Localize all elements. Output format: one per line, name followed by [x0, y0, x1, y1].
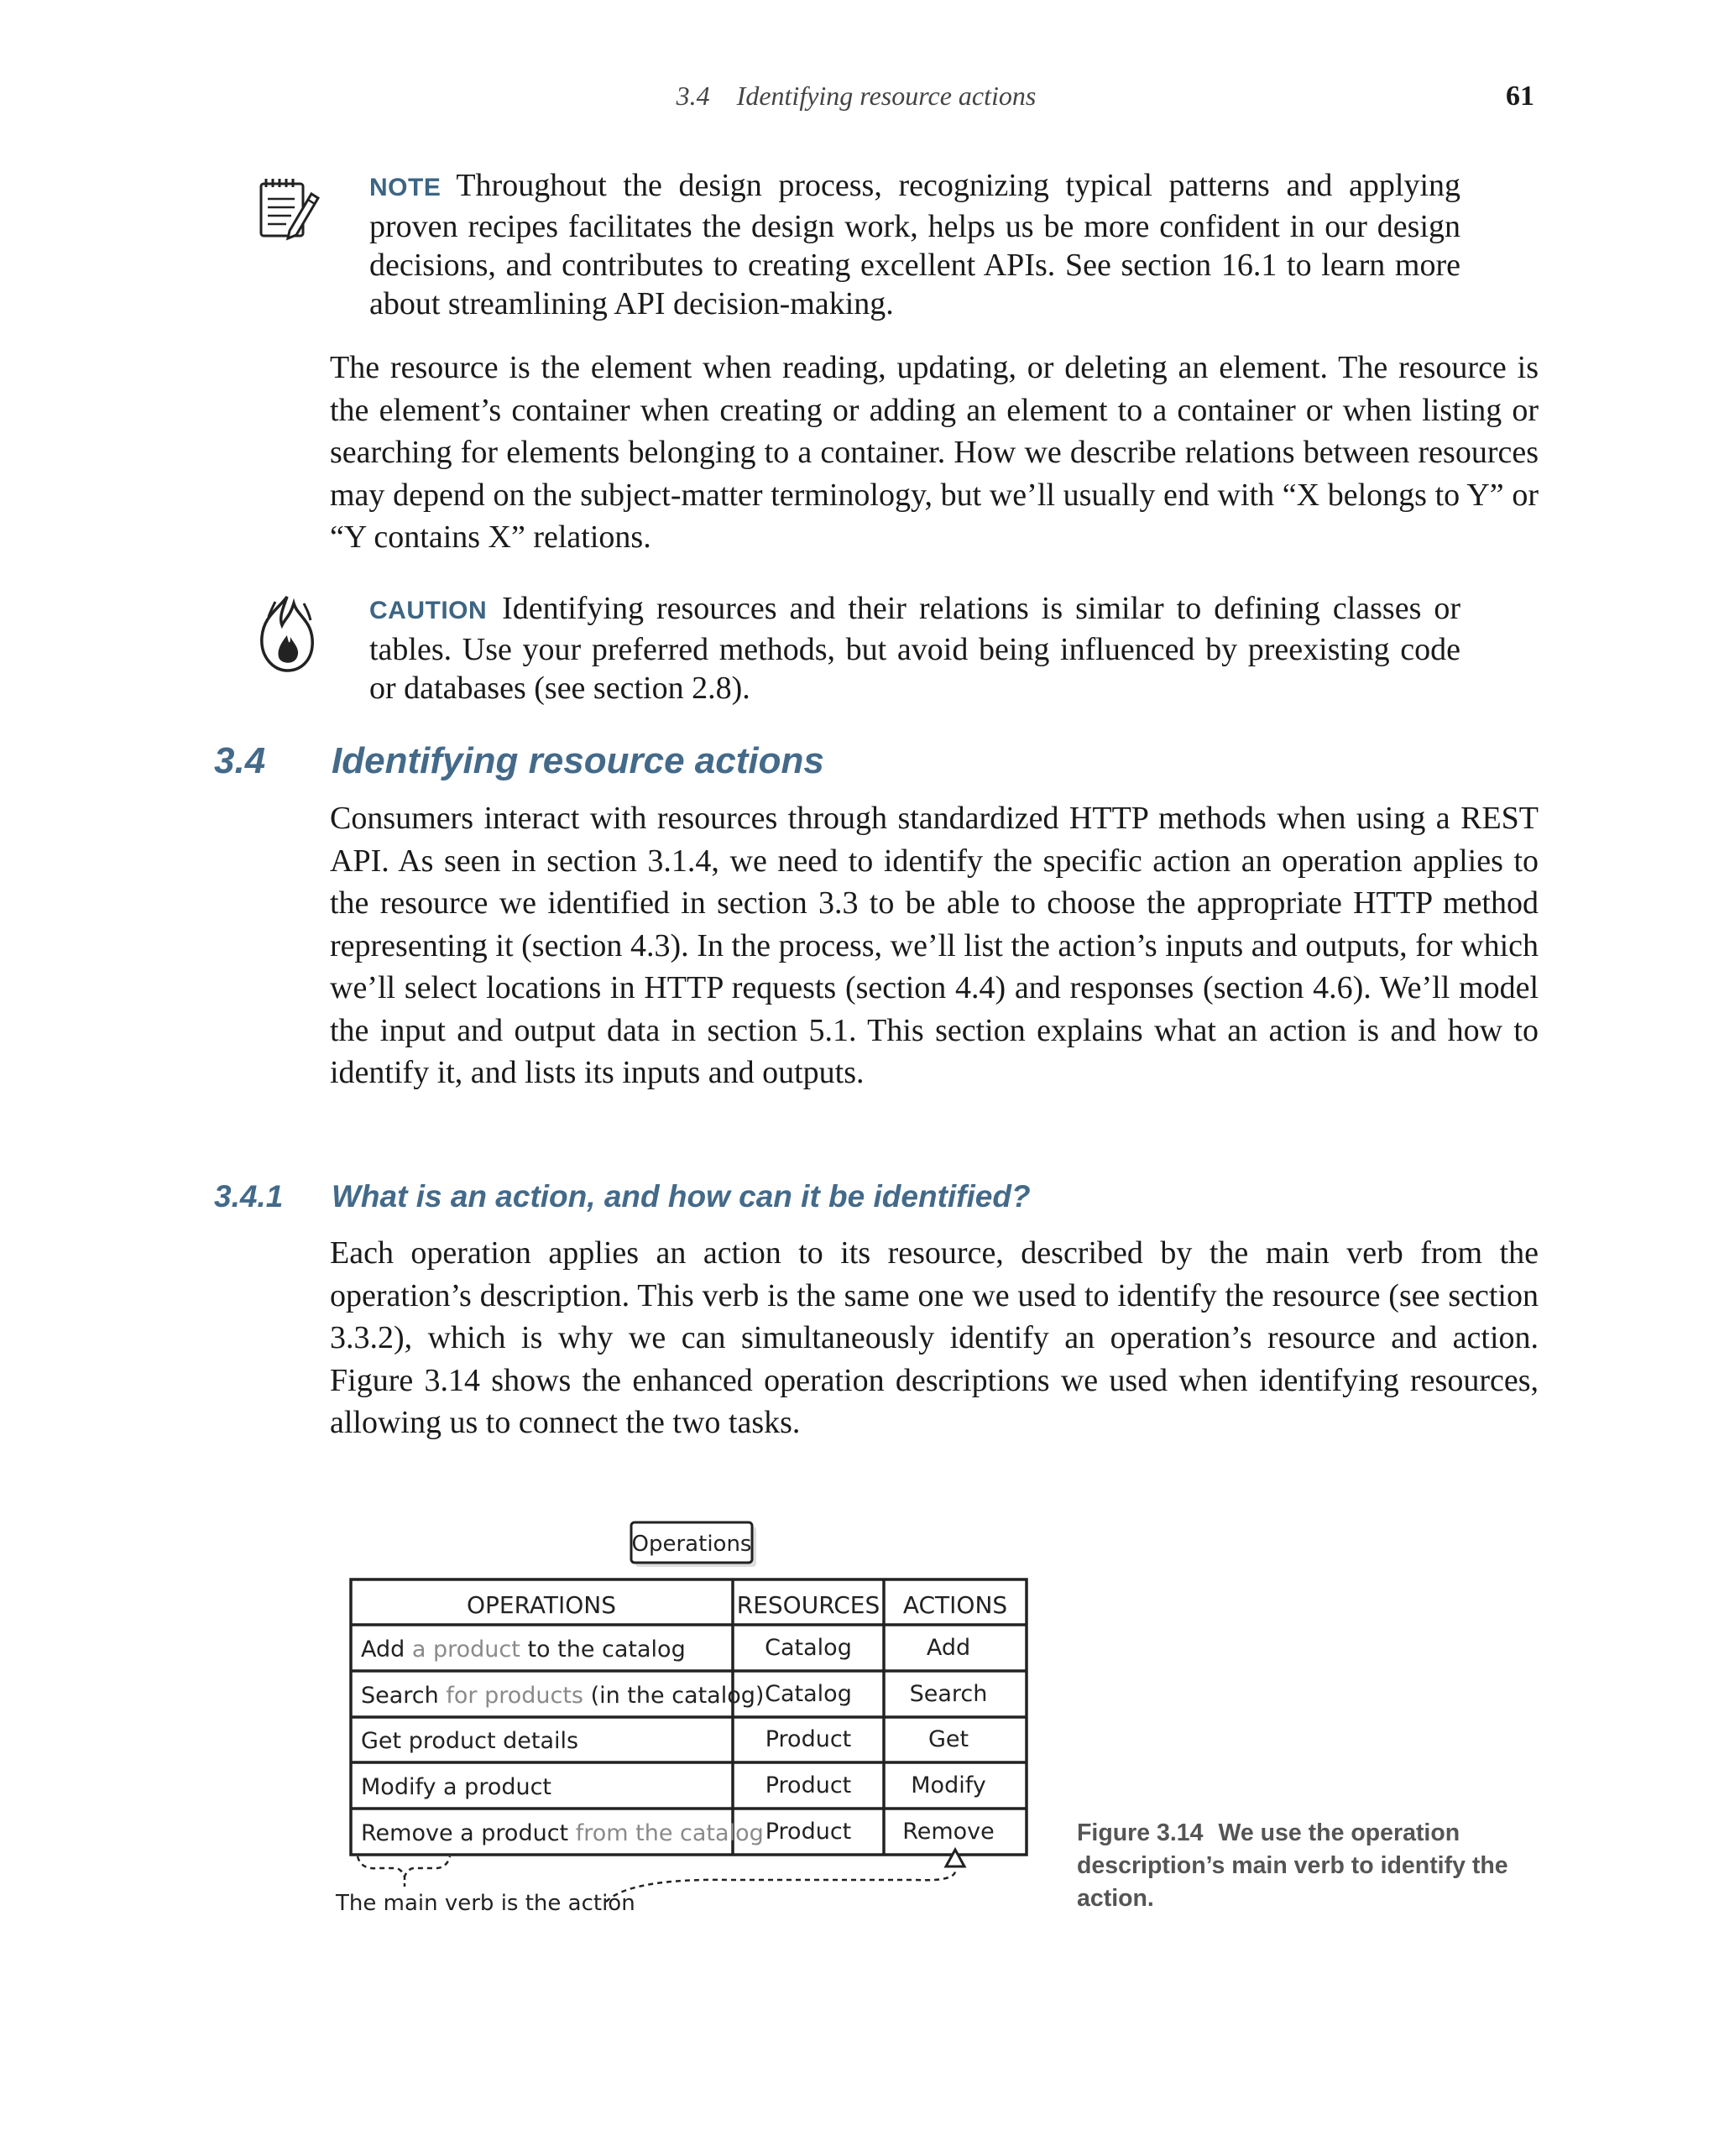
resource-cell: Product — [765, 1772, 852, 1798]
caution-text: Identifying resources and their relations is similar to defining classes or tables. Use your preferred methods, but avoid being influenced by preexisting code or databases (see section 2.8). — [369, 591, 1460, 706]
body-paragraph: The resource is the element when reading, updating, or deleting an element. The resource is the element’s container when creating or adding an element to a container or when listing or searching for elements belonging to a container. How we describe relations between resources may depend on the subject-matter terminology, but we’ll usually end with “X belongs to Y” or “Y contains X” relations. — [330, 350, 1539, 555]
section-number: 3.4 — [214, 740, 266, 781]
note-label: NOTE — [369, 174, 442, 201]
action-cell: Add — [926, 1635, 971, 1661]
page-number: 61 — [1506, 81, 1534, 112]
notepad-icon — [256, 172, 323, 243]
section-paragraph: Consumers interact with resources through standardized HTTP methods when using a REST API. As seen in section 3.1.4, we need to identify the specific action an operation applies to the resource we identified in section 3.3 to be able to choose the appropriate HTTP method representing it (section 4.3). In the process, we’ll list the action’s inputs and outputs, for which we’ll select locations in HTTP requests (section 4.4) and responses (section 4.6). We’ll model the input and output data in section 5.1. This section explains what an action is and how to identify it, and lists its inputs and outputs. — [330, 801, 1539, 1090]
header-resources: RESOURCES — [736, 1591, 880, 1619]
operation-cell: Search for products (in the catalog) — [361, 1683, 765, 1709]
caution-label: CAUTION — [369, 597, 488, 624]
action-cell: Search — [909, 1681, 988, 1707]
caption-label: Figure 3.14 — [1077, 1819, 1204, 1846]
operation-cell: Remove a product from the catalog — [361, 1820, 764, 1846]
action-cell: Remove — [902, 1819, 995, 1845]
caption-text: We use the operation description’s main verb to identify the action. — [1077, 1819, 1508, 1912]
table-grid — [351, 1579, 1027, 1855]
figure-caption — [1077, 1817, 1530, 1915]
operations-tag-label: Operations — [631, 1532, 752, 1557]
figure-operations-table — [327, 1511, 1066, 1930]
arrowhead-icon — [946, 1850, 964, 1866]
section-title: Identifying resource actions — [332, 740, 824, 781]
resource-cell: Catalog — [765, 1635, 852, 1661]
action-cell: Modify — [911, 1772, 986, 1798]
annotation-connector — [606, 1865, 955, 1902]
running-header: 3.4 Identifying resource actions — [676, 81, 1037, 111]
header-actions: ACTIONS — [902, 1591, 1008, 1619]
resource-cell: Catalog — [765, 1681, 852, 1707]
caution-callout — [369, 589, 1460, 707]
operation-cell: Add a product to the catalog — [361, 1637, 686, 1663]
header-operations: OPERATIONS — [466, 1591, 617, 1619]
note-text: Throughout the design process, recognizing typical patterns and applying proven recipes facilitates the design work, helps us be more confident in our design decisions, and contributes to creating excellent APIs. See section 16.1 to learn more about streamlining API decision-making. — [369, 168, 1460, 321]
note-callout — [369, 166, 1460, 323]
subsection-number: 3.4.1 — [214, 1179, 284, 1214]
annotation-text: The main verb is the action — [336, 1891, 635, 1916]
resource-cell: Product — [765, 1726, 852, 1752]
subsection-paragraph: Each operation applies an action to its resource, described by the main verb from the operation’s description. This verb is the same one we used to identify the resource (see section 3.3.2), which is why we can simultaneously identify an operation’s resource and action. Figure 3.14 shows the enhanced operation descriptions we used when identifying resources, allowing us to connect the two tasks. — [330, 1235, 1539, 1440]
resource-cell: Product — [765, 1819, 852, 1845]
fire-icon — [252, 592, 323, 676]
verb-brace — [358, 1856, 450, 1877]
operation-cell: Get product details — [361, 1728, 579, 1754]
operation-cell: Modify a product — [361, 1774, 552, 1800]
action-cell: Get — [927, 1726, 969, 1752]
subsection-title: What is an action, and how can it be identified? — [332, 1179, 1031, 1214]
